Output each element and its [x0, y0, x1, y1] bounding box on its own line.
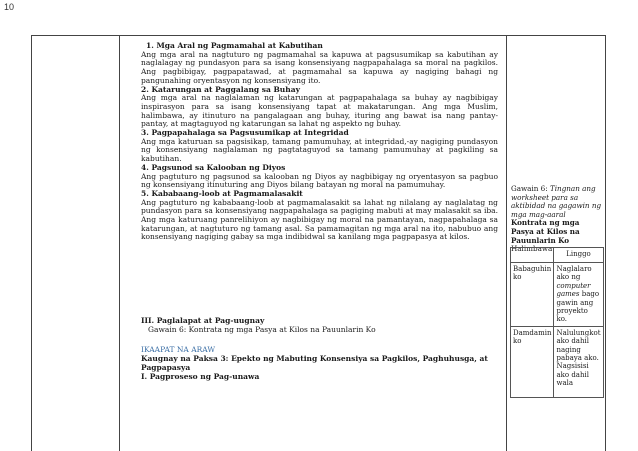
row-value-text: Nalulungkot ako dahil naging pabaya ako. Nagsisisi ako dahil wala [556, 328, 601, 388]
section-3-title: III. Paglalapat at Pag-uugnay [141, 316, 265, 325]
contract-header: Linggo [554, 248, 603, 263]
activity-title: Kontrata ng mga Pasya at Kilos na Pauunlarin Ko [511, 218, 580, 245]
row-value-italic: computer games [556, 281, 591, 299]
day-4-label: IKAAPAT NA ARAW [141, 345, 216, 354]
contract-table [510, 244, 604, 398]
row-value [554, 263, 603, 327]
principles-list [141, 42, 498, 242]
activity-italic-text: Tingnan ang worksheet para sa aktibidad na gagawin ng mga mag-aaral [511, 184, 602, 219]
day-4-title: Kaugnay na Paksa 3: Epekto ng Mabuting Konsensiya sa Pagkilos, Paghuhusga, at Pagpapasya [141, 354, 488, 372]
principle-5-heading: 5. Kababaang-loob at Pagmamalasakit [141, 188, 303, 198]
principle-1-heading: 1. Mga Aral ng Pagmamahal at Kabutihan [146, 41, 323, 50]
section-3-sub: Gawain 6: Kontrata ng mga Pasya at Kilos na Pauunlarin Ko [148, 325, 376, 334]
section-3 [141, 316, 498, 334]
row-value [554, 326, 603, 397]
principle-2-heading: 2. Katarungan at Paggalang sa Buhay [141, 84, 300, 94]
activity-instructions [511, 185, 603, 254]
row-value-text: Naglalaro ako ng [556, 265, 592, 282]
page-number: 10 [4, 2, 15, 12]
day-4-block [141, 345, 498, 381]
principle-3-heading: 3. Pagpapahalaga sa Pagsusumikap at Integridad [141, 128, 349, 138]
lesson-table [31, 35, 606, 451]
table-row [511, 263, 604, 327]
content-column [120, 36, 507, 451]
activity-example: Halimbawa: [511, 244, 555, 254]
principle-5-body: Ang pagtuturo ng kababaang-loob at pagmamalasakit sa lahat ng nilalang ay naglalatag ng pundasyon para sa konsensiyang nagpapahalaga sa pagiging mabuti at may malasakit sa iba. Ang mga katuruang panrelihiyon ay nagbibigay ng moral na pamantayan, nagpapahalaga sa katarungan, at nagtuturo ng tamang asal. Sa pamamagitan ng mga aral na ito, nabubuo ang konsensiyang nagiging gabay sa mga indibidwal sa kanilang mga pagpapasya at kilos. [141, 197, 498, 242]
row-label: Damdamin ko [511, 326, 554, 397]
row-label: Babaguhin ko [511, 263, 554, 327]
principle-4-body: Ang pagtuturo ng pagsunod sa kalooban ng Diyos ay nagbibigay ng oryentasyon sa pagbuo ng konsensiyang itinuturing ang Diyos bilang batayan ng moral na pamumuhay. [141, 171, 498, 190]
day-4-step: I. Pagproseso ng Pag-unawa [141, 372, 260, 381]
activity-prefix: Gawain 6: [511, 184, 550, 193]
contract-header-blank [511, 248, 554, 263]
principle-2-body: Ang mga aral na naglalaman ng katarungan at pagpapahalaga sa buhay ay nagbibigay inspirasyon para sa isang konsensiyang tapat at makatarungan. Ang mga Muslim, halimbawa, ay itinuturo na pangalagaan ang buhay, ituring ang bawat isa nang pantay-pantay, at magtaguyod ng katarungan sa lahat ng aspekto ng buhay. [141, 93, 498, 129]
table-row [511, 326, 604, 397]
principle-4-heading: 4. Pagsunod sa Kalooban ng Diyos [141, 162, 286, 172]
activity-column [507, 36, 605, 451]
row-value-text-end: bago gawin ang proyekto ko. [556, 290, 600, 324]
principle-1-body: Ang mga aral na nagtuturo ng pagmamahal sa kapuwa at pagsusumikap sa kabutihan ay naglalagay ng pundasyon para sa isang konsensiyang nagpapahalaga sa moral na pagkilos. Ang pagbibigay, pagpapatawad, at pagmamahal sa kapuwa ay nagiging bahagi ng pangunahing oryentasyon ng konsensiyang ito. [141, 49, 498, 85]
left-column [32, 36, 120, 451]
principle-3-body: Ang mga katuruan sa pagsisikap, tamang pamumuhay, at integridad,-ay nagiging pundasyon ng konsensiyang naglalaman ng pagtataguyod sa tamang pamumuhay at pagkiling sa kabutihan. [141, 136, 498, 164]
